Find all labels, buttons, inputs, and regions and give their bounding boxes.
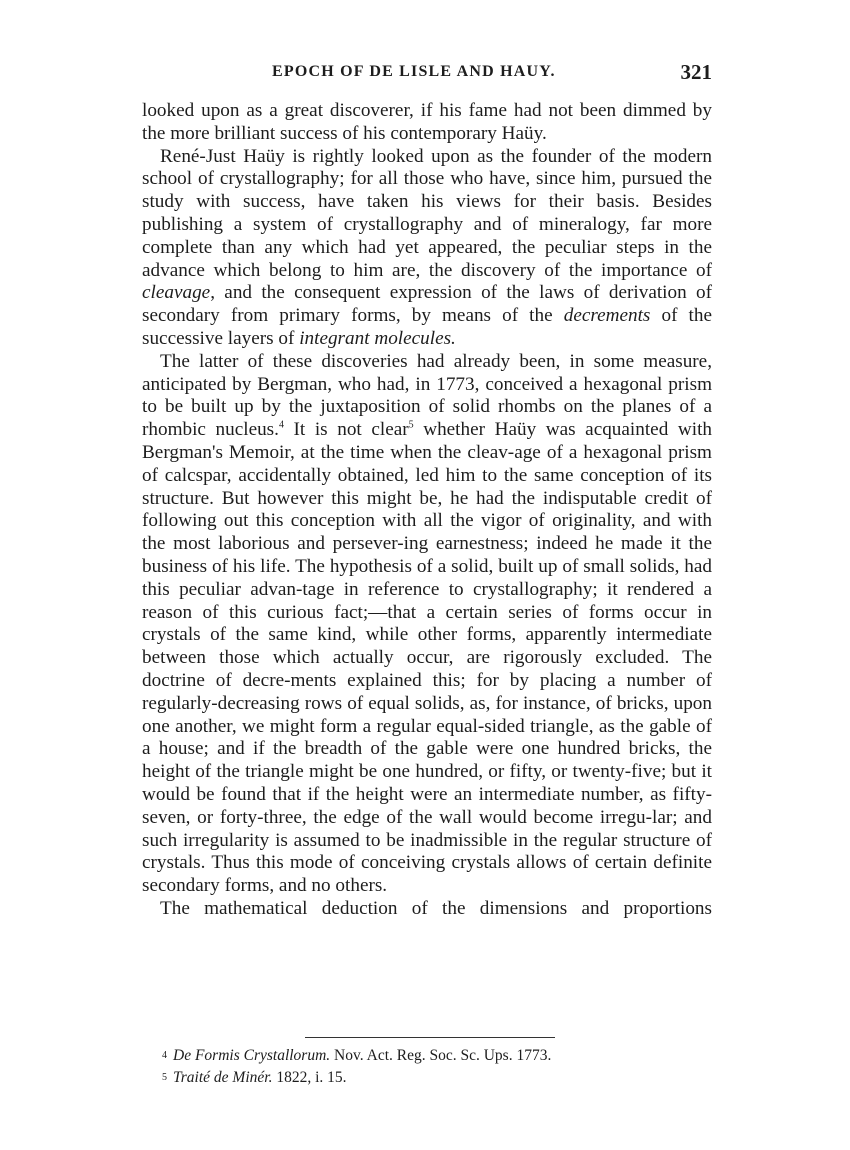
emphasis-cleavage: cleavage bbox=[142, 282, 211, 304]
paragraph-1 bbox=[142, 100, 712, 146]
paragraph-4 bbox=[142, 898, 712, 921]
running-head: EPOCH OF DE LISLE AND HAUY. bbox=[272, 63, 556, 80]
paragraph-2 bbox=[142, 146, 712, 351]
footnote-mark: 5 bbox=[162, 1072, 167, 1083]
footnote-citation: Nov. Act. Reg. Soc. Sc. Ups. 1773. bbox=[330, 1047, 552, 1064]
footnote-title: De Formis Crystallorum. bbox=[173, 1047, 331, 1064]
paragraph-4-text: The mathematical deduction of the dimensions and proportions bbox=[160, 897, 712, 919]
footnotes bbox=[162, 1045, 722, 1089]
paragraph-3-text-a: The latter of these discoveries had already been, in some measure, anticipated by Bergman, who had, in 1773, conceived a hexagonal prism to be built up by the juxtaposition of solid rhombs on the planes of a rhombic nucleus. bbox=[142, 350, 712, 441]
paragraph-2-text-a: René-Just Haüy is rightly looked upon as the founder of the modern school of crystallography; for all those who have, since him, pursued the study with success, have taken his views for their basis. Besides publishing a system of crystallography and of mineralogy, far more complete than any which had yet appeared, the peculiar steps in the advance which belong to him are, the discovery of the importance of bbox=[142, 145, 712, 281]
footnote-ref-4: 4 bbox=[278, 419, 284, 431]
footnote-mark: 4 bbox=[162, 1050, 167, 1061]
page-header bbox=[142, 60, 712, 90]
paragraph-3-text-b: It is not clear bbox=[283, 419, 409, 441]
footnote-citation: 1822, i. 15. bbox=[272, 1069, 347, 1086]
footnote-4 bbox=[162, 1045, 722, 1067]
footnote-ref-5: 5 bbox=[408, 419, 414, 431]
page-number: 321 bbox=[680, 60, 712, 84]
paragraph-1-text: looked upon as a great discoverer, if his fame had not been dimmed by the more brilliant success of his contemporary Haüy. bbox=[142, 100, 712, 144]
body-text bbox=[142, 100, 712, 921]
paragraph-2-text-c: of the successive layers of bbox=[142, 305, 712, 349]
footnote-divider bbox=[305, 1037, 555, 1038]
footnote-title: Traité de Minér. bbox=[173, 1069, 273, 1086]
paragraph-3 bbox=[142, 351, 712, 898]
emphasis-decrements: decrements bbox=[563, 305, 651, 327]
footnote-5 bbox=[162, 1067, 722, 1089]
paragraph-2-text-b: , and the consequent expression of the laws of derivation of secondary from primary forms, by means of the bbox=[142, 282, 712, 327]
emphasis-integrant-molecules: integrant molecules. bbox=[299, 327, 456, 349]
paragraph-3-text-c: whether Haüy was acquainted with Bergman's Memoir, at the time when the cleav-age of a hexagonal prism of calcspar, accidentally obtained, led him to the same conception of its structure. But however this might be, he had the indisputable credit of following out this conception with all the vigor of originality, and with the most laborious and persever-ing earnestness; indeed he made it the business of his life. The hypothesis of a solid, built up of small solids, had this peculiar advan-tage in reference to crystallography; it rendered a reason of this curious fact;—that a certain series of forms occur in crystals of the same kind, while other forms, apparently intermediate between those which actually occur, are rigorously excluded. The doctrine of decre-ments explained this; for by placing a number of regularly-decreasing rows of equal solids, as, for instance, of bricks, upon one another, we might form a regular equal-sided triangle, as the gable of a house; and if the breadth of the gable were one hundred bricks, the height of the triangle might be one hundred, or fifty, or twenty-five; but it would be found that if the height were an intermediate number, as fifty-seven, or forty-three, the edge of the wall would become irregu-lar; and such irregularity is assumed to be inadmissible in the regular structure of crystals. Thus this mode of conceiving crystals allows of certain definite secondary forms, and no others. bbox=[142, 419, 712, 897]
